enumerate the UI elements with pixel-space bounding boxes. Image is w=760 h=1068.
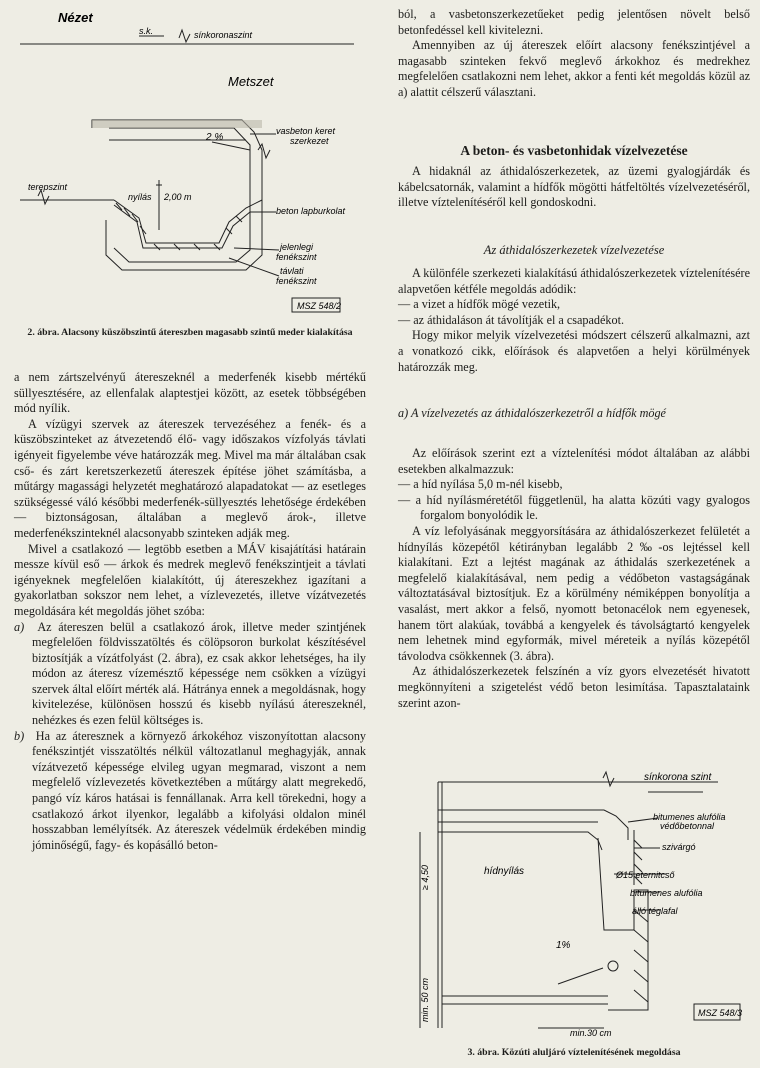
right-dash-3: — a híd nyílása 5,0 m-nél kisebb, (398, 477, 563, 492)
item-a-text: Az átereszen belül a csatlakozó árok, illetve meder szintjének megfelelően földvisszatöltés és cölöpsoron burkolat készítésével biztosítják a vízátfolyást (2. ábra), ez csak akkor lehetséges, ha ily módon az áteresz vízemésztő képessége nem csökken a vízügyi szervek által előírt mérték alá. Hátránya ennek a megoldásnak, hogy kivitelezése, különösen hosszú és kisebb nyílású átereszeknél, nehézkes és ezen felül költséges is. (32, 619, 366, 728)
right-paragraph-4: Hogy mikor melyik vízelvezetési módszert célszerű alkalmazni, azt a vonatkozó cikk, előírások és alapvetően a helyi körülmények határozzák meg. (398, 328, 750, 374)
subsection-a-heading: a) A vízelvezetés az áthidalószerkezetről a hídfők mögé (398, 406, 666, 420)
fig2-szerkezet-label: szerkezet (290, 136, 329, 146)
fig2-terepszint-label: terepszint (28, 182, 68, 192)
fig3-hidnyilas-label: hídnyílás (484, 866, 525, 877)
left-paragraph-1: a nem zártszelvényű átereszeknél a mederfenék kisebb mértékű süllyesztésére, az ellenfalak alaptestjei között, az esetek többségében mód nyílik. (14, 370, 366, 416)
fig3-height-label: ≥ 4,50 (420, 865, 430, 890)
fig3-eternitcso-label: Ø15 eternitcső (616, 870, 675, 880)
left-item-b (14, 729, 366, 854)
fig3-sinkorona-label: sínkorona szint (644, 772, 712, 783)
fig2-nezet-label: Nézet (58, 10, 93, 25)
fig3-szivargo-label: szivárgó (662, 842, 696, 852)
figure-2 (14, 0, 366, 322)
fig3-code-label: MSZ 548/3 (698, 1008, 743, 1018)
fig2-vasbeton-keret-label: vasbeton keret (276, 126, 336, 136)
fig2-nyilas-value: 2,00 m (164, 192, 192, 202)
fig2-sk-label: s.k. (139, 26, 154, 36)
figure-3-caption: 3. ábra. Közúti aluljáró víztelenítésének megoldása (467, 1047, 681, 1058)
right-paragraph-2: A hidaknál az áthidalószerkezetek, az üzemi gyalogjárdák és kábelcsatornák, valamint a hídfők mögötti hátfeltöltés vízelvezetéséről, illetve víztelenítéséről kell gondoskodni. (398, 164, 750, 210)
fig2-fenekszint2-label: fenékszint (276, 276, 317, 286)
right-paragraph-6: A víz lefolyásának meggyorsítására az áthidalószerkezet felületét a hídnyílás közepétől kétirányban legalább 2‰-os lejtéssel kell kialakítani. Ezt a lejtést magának az áthidalás szerkezetének a megfelelő kialakításával, nem pedig a védőbeton vastagságának változtatásával biztosítjuk. Ez a körülmény némiképpen bonyolítja a vasalást, mert akkor a felső, nyomott betonacélok nem egyenesek, hanem tört alakúak, továbbá a kengyelek és távolságtartó kengyelek nem lehetnek mind egyformák, mivel méreteik a nyílás közepétől távolodva csökkennek (3. ábra). (398, 523, 750, 663)
right-paragraph-0: ból, a vasbetonszerkezetűeket pedig jelentősen növelt belső betonfedéssel kell kivitelezni. (398, 7, 750, 37)
right-dash-4: — a híd nyílásméretétől függetlenül, ha alatta közúti vagy gyalogos forgalom bonyolódik le. (398, 492, 750, 523)
fig2-beton-lapburkolat-label: beton lapburkolat (276, 206, 346, 216)
fig3-vedobetonnal-label: védőbetonnal (660, 821, 715, 831)
item-a-marker: a) (14, 619, 25, 634)
right-paragraph-1: Amennyiben az új átereszek előírt alacsony fenékszintjével a magasabb szinteken fekvő meglevő árkokhoz és medrekhez megfelelően csatlakozni nem lehet, akkor a fenti két megoldás közül az a) alattit célszerű választani. (398, 38, 750, 99)
subsection-heading: Az áthidalószerkezetek vízelvezetése (483, 243, 665, 257)
right-dash-2: — az áthidaláson át távolítják el a csapadékot. (398, 312, 625, 327)
fig2-fenekszint1-label: fenékszint (276, 252, 317, 262)
fig2-nyilas-label: nyílás (128, 192, 152, 202)
fig3-min30-label: min.30 cm (570, 1028, 612, 1038)
fig2-tavlati-label: távlati (280, 266, 304, 276)
fig3-bitumenes2-label: bitumenes alufólia (630, 888, 703, 898)
figure-2-caption: 2. ábra. Alacsony küszöbszintű átereszben magasabb szintű meder kialakítása (27, 327, 353, 338)
fig2-jelenlegi-label: jelenlegi (280, 242, 314, 252)
right-paragraph-7: Az áthidalószerkezetek felszínén a víz gyors elvezetését hivatott megkönnyíteni a szigetelést védő beton lesimítása. Tapasztalataink szerint azon- (398, 664, 750, 710)
fig2-slope-label: 2 % (206, 132, 224, 143)
fig2-metszet-label: Metszet (228, 74, 274, 89)
fig3-min50-label: min. 50 cm (420, 977, 430, 1022)
item-b-marker: b) (14, 728, 25, 743)
right-paragraph-3: A különféle szerkezeti kialakítású áthidalószerkezetek víztelenítésére alapvetően kétféle megoldás adódik: (398, 266, 750, 296)
fig2-sinkoronaszint-label: sínkoronaszint (194, 30, 253, 40)
right-paragraph-5: Az előírások szerint ezt a víztelenítési módot általában az alábbi esetekben alkalmazzuk: (398, 446, 750, 476)
fig3-slope-label: 1% (556, 940, 571, 951)
fig3-bitumenes1-label: bitumenes alufólia (653, 812, 726, 822)
right-dash-1: — a vizet a hídfők mögé vezetik, (398, 297, 561, 312)
figure-3 (398, 770, 750, 1040)
fig3-allo-teglafal-label: álló téglafal (632, 906, 678, 916)
left-paragraph-3: Mivel a csatlakozó — legtöbb esetben a MÁV kisajátítási határain messze kívül eső — árkok és medrek meglevő fenékszintjeit a távlati igényeknek megfelelően kialakítótt, új átereszekhez igazítani a gyakorlatban sokszor nem lehet, a vízlevezetés, illetve vízátvezetés megoldására két megoldás jöhet szóba: (14, 541, 366, 618)
section-heading: A beton- és vasbetonhidak vízelvezetése (460, 143, 688, 158)
left-paragraph-2: A vízügyi szervek az átereszek tervezéséhez a fenék- és a küszöbszinteket az átvezetendő élő- vagy időszakos vízfolyás távlati igényeit figyelembe véve határozzák meg. Mivel ma már általában csak cső- és zárt keretszerkezetű átereszek építése jöhet számításba, a műtárgy magassági helyzetét meghatározó alapadatokat — az esetleges szükségessé váló későbbi mederfenék-süllyesztés lehetősége érdekében — biztonságosan, általában a meglevő árok-, illetve mederfenékszinteknél alacsonyabb szinteken adják meg. (14, 416, 366, 540)
item-b-text: Ha az áteresznek a környező árkokéhoz viszonyítottan alacsony fenékszintjét visszatöltés nélkül változatlanul meghagyják, annak vízátvezető képessége elvileg ugyan megmarad, viszont a nem megfelelő vízlevezetés következtében a műtárgy alatt megrekedő, pangó víz káros hatásai is fennállanak. Arra kell törekedni, hogy a csatlakozó árkot ilyenkor, legalább a kifolyási oldalon minél hosszabban lemélyítsék. Az átereszek védelmük érdekében mindig jóminőségű, fagy- és kopásálló beton- (32, 728, 367, 852)
fig2-code-label: MSZ 548/2 (297, 301, 342, 311)
left-item-a (14, 620, 366, 729)
